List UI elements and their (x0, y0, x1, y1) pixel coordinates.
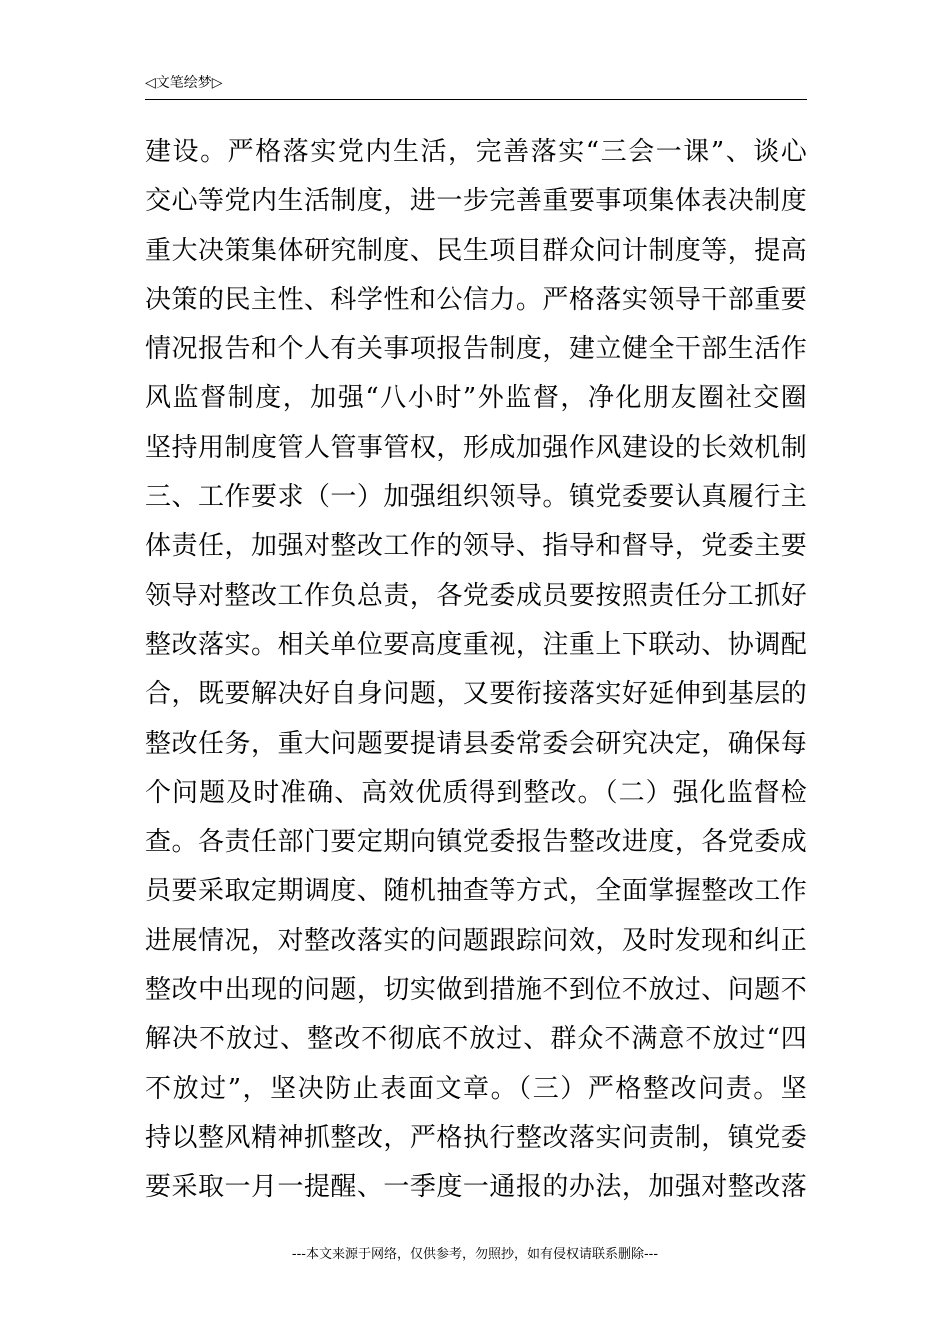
document-body (145, 128, 807, 1213)
body-line: 合，既要解决好自身问题，又要衔接落实好延伸到基层的 (145, 679, 807, 710)
body-line: 重大决策集体研究制度、民生项目群众问计制度等，提高 (145, 235, 807, 266)
body-line: 员要采取定期调度、随机抽查等方式，全面掌握整改工作 (145, 876, 807, 907)
body-line: 情况报告和个人有关事项报告制度，建立健全干部生活作 (145, 334, 807, 365)
body-line: 整改任务，重大问题要提请县委常委会研究决定，确保每 (145, 728, 807, 759)
body-line: 交心等党内生活制度，进一步完善重要事项集体表决制度 (145, 186, 807, 217)
body-line: 个问题及时准确、高效优质得到整改。（二）强化监督检 (145, 777, 807, 808)
page-footer: ---本文来源于网络，仅供参考，勿照抄，如有侵权请联系删除--- (291, 1247, 659, 1262)
body-line: 要采取一月一提醒、一季度一通报的办法，加强对整改落 (145, 1172, 807, 1203)
body-line: 风监督制度，加强“八小时”外监督，净化朋友圈社交圈 (145, 383, 807, 414)
body-line: 坚持用制度管人管事管权，形成加强作风建设的长效机制 (145, 432, 807, 463)
page-header (145, 73, 807, 100)
body-line: 建设。严格落实党内生活，完善落实“三会一课”、谈心 (145, 137, 807, 167)
header-title: ◁文笔绘梦▷ (145, 75, 223, 91)
body-line: 体责任，加强对整改工作的领导、指导和督导，党委主要 (145, 531, 807, 562)
body-line: 整改中出现的问题，切实做到措施不到位不放过、问题不 (145, 975, 807, 1006)
body-line: 进展情况，对整改落实的问题跟踪问效，及时发现和纠正 (145, 925, 807, 956)
body-line: 查。各责任部门要定期向镇党委报告整改进度，各党委成 (145, 827, 807, 858)
body-line: 领导对整改工作负总责，各党委成员要按照责任分工抓好 (145, 580, 807, 611)
body-line: 整改落实。相关单位要高度重视，注重上下联动、协调配 (145, 629, 807, 660)
body-line: 不放过”，坚决防止表面文章。（三）严格整改问责。坚 (145, 1073, 807, 1104)
body-line: 解决不放过、整改不彻底不放过、群众不满意不放过“四 (145, 1024, 807, 1055)
body-line: 三、工作要求（一）加强组织领导。镇党委要认真履行主 (145, 482, 807, 513)
body-line: 决策的民主性、科学性和公信力。严格落实领导干部重要 (145, 284, 807, 315)
body-line: 持以整风精神抓整改，严格执行整改落实问责制，镇党委 (145, 1122, 807, 1153)
